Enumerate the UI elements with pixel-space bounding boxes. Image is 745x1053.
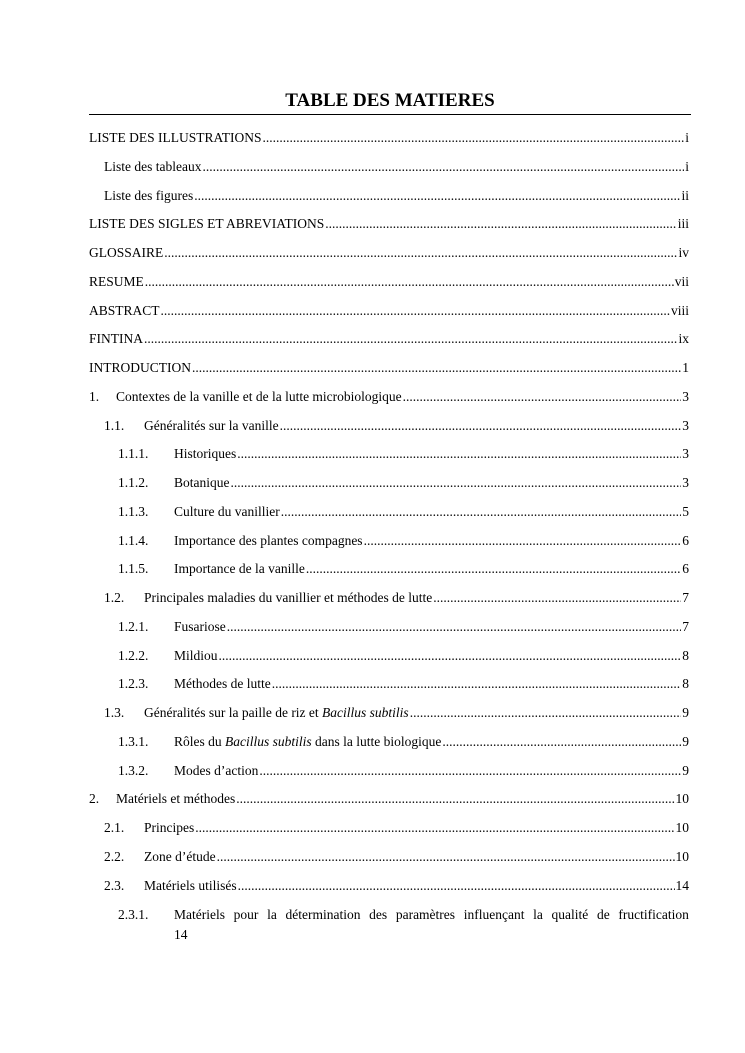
toc-entry[interactable] xyxy=(104,588,689,608)
dot-leader xyxy=(236,789,674,809)
toc-entry-title-word: détermination xyxy=(285,907,361,922)
toc-entry-title-part: Principes xyxy=(144,820,195,835)
toc-entry-title-part: Rôles du xyxy=(174,733,226,749)
toc-entry-title-part: RESUME xyxy=(89,273,144,289)
dot-leader xyxy=(410,703,682,723)
dot-leader xyxy=(237,444,681,464)
toc-entry-title xyxy=(174,473,230,493)
toc-entry-number: 1.2.2. xyxy=(118,647,149,663)
toc-entry-title xyxy=(89,128,262,148)
toc-entry-title xyxy=(144,847,216,867)
toc-entry-title-part: Principales maladies du vanillier et méthodes de lutte xyxy=(144,590,433,605)
toc-entry-title xyxy=(174,617,226,637)
toc-entry-page: 8 xyxy=(682,676,689,692)
dot-leader xyxy=(364,531,682,551)
toc-entry-title-part: FINTINA xyxy=(89,331,143,347)
dot-leader xyxy=(145,272,674,292)
toc-entry[interactable] xyxy=(89,128,689,148)
toc-entry-page: 7 xyxy=(682,618,689,634)
toc-entry-number: 1.2.3. xyxy=(118,676,149,692)
toc-entry[interactable] xyxy=(104,847,689,867)
toc-entry[interactable] xyxy=(89,272,689,292)
dot-leader xyxy=(403,387,682,407)
toc-entry-title-part: Historiques xyxy=(174,446,237,462)
toc-entry-page: ix xyxy=(678,331,689,347)
toc-entry-number: 1.3. xyxy=(104,705,125,720)
toc-entry-page: i xyxy=(685,158,689,174)
toc-entry[interactable] xyxy=(118,617,689,637)
toc-entry-title xyxy=(104,186,193,206)
toc-entry-title-part: Culture du vanillier xyxy=(174,503,280,519)
toc-entry-page: vii xyxy=(674,273,689,289)
page-title: TABLE DES MATIERES xyxy=(285,90,495,111)
toc-entry-page: viii xyxy=(670,302,689,318)
toc-entry-title-word: qualité xyxy=(551,907,589,922)
dot-leader xyxy=(144,329,677,349)
toc-entry-title-word: la xyxy=(533,907,543,922)
toc-entry-page: 7 xyxy=(682,590,689,605)
dot-leader xyxy=(227,617,682,637)
toc-entry[interactable] xyxy=(89,301,689,321)
toc-entry-page: 3 xyxy=(682,446,689,462)
toc-entry-number: 2.3. xyxy=(104,877,125,893)
dot-leader xyxy=(217,847,675,867)
toc-entry-page: iii xyxy=(677,216,689,232)
toc-entry-title-part: Généralités sur la paille de riz et xyxy=(144,705,323,720)
dot-leader xyxy=(231,473,682,493)
toc-entry-title-part: Méthodes de lutte xyxy=(174,676,271,692)
toc-entry-title xyxy=(174,502,280,522)
toc-entry-title-part: Importance des plantes compagnes xyxy=(174,532,363,548)
toc-entry-page: 9 xyxy=(682,705,689,720)
toc-entry-title xyxy=(174,531,363,551)
dot-leader xyxy=(263,128,685,148)
toc-entry[interactable] xyxy=(89,329,689,349)
toc-entry-title xyxy=(144,416,279,436)
toc-entry-page: 3 xyxy=(682,475,689,490)
dot-leader xyxy=(164,243,677,263)
toc-entry-2-3-1[interactable] xyxy=(118,905,689,945)
toc-entry-title-part: Mildiou xyxy=(174,647,218,663)
toc-entry[interactable] xyxy=(89,358,689,378)
toc-entry-page: 6 xyxy=(682,532,689,548)
toc-entry-page: 14 xyxy=(675,877,689,893)
toc-entry-title xyxy=(174,444,236,464)
toc-entry-title-part: Généralités sur la vanille xyxy=(144,417,279,433)
toc-entry-title-word: paramètres xyxy=(395,907,456,922)
toc-entry-page: 3 xyxy=(682,417,689,433)
toc-entry-title xyxy=(89,301,160,321)
toc-entry-title-part: INTRODUCTION xyxy=(89,360,191,375)
toc-entry-page: 3 xyxy=(682,388,689,404)
toc-entry-page: 10 xyxy=(675,791,689,807)
toc-entry[interactable] xyxy=(104,876,689,896)
toc-entry-title xyxy=(174,732,441,752)
dot-leader xyxy=(161,301,670,321)
toc-entry-number: 1.2.1. xyxy=(118,618,149,634)
toc-entry[interactable] xyxy=(89,243,689,263)
toc-entry-number: 1.1.3. xyxy=(118,503,149,519)
toc-entry[interactable] xyxy=(118,444,689,464)
toc-entry-title xyxy=(116,789,235,809)
dot-leader xyxy=(325,214,676,234)
toc-entry[interactable] xyxy=(104,157,689,177)
toc-entry-title-word: Matériels xyxy=(174,907,225,922)
toc-entry-title-part: ABSTRACT xyxy=(89,302,160,318)
toc-entry-number: 1. xyxy=(89,388,100,404)
toc-entry-title-part: LISTE DES ILLUSTRATIONS xyxy=(89,130,262,145)
toc-entry[interactable] xyxy=(118,646,689,666)
toc-entry-title-part: LISTE DES SIGLES ET ABREVIATIONS xyxy=(89,216,325,232)
toc-entry[interactable] xyxy=(118,559,689,579)
toc-entry[interactable] xyxy=(118,473,689,493)
toc-entry[interactable] xyxy=(104,416,689,436)
toc-entry-number: 1.1. xyxy=(104,417,125,433)
toc-entry[interactable] xyxy=(104,186,689,206)
toc-entry-number: 2.1. xyxy=(104,820,125,835)
toc-entry[interactable] xyxy=(89,214,689,234)
toc-entry-title xyxy=(144,588,432,608)
toc-entry-title-part: Modes d’action xyxy=(174,762,259,778)
toc-entry-page: i xyxy=(685,130,689,145)
toc-entry-page: 5 xyxy=(682,503,689,519)
toc-entry-number: 1.3.1. xyxy=(118,733,149,749)
toc-entry-title-part: Contextes de la vanille et de la lutte microbiologique xyxy=(116,388,402,404)
toc-entry-page: 9 xyxy=(682,762,689,778)
toc-entry-title xyxy=(89,243,163,263)
toc-entry-title-part: Matériels et méthodes xyxy=(116,791,236,807)
dot-leader xyxy=(259,761,681,781)
toc-entry-title xyxy=(144,876,237,896)
toc-entry-title-part: dans la lutte biologique xyxy=(311,733,442,749)
toc-entry-title xyxy=(174,646,218,666)
toc-entry-number: 2.3.1. xyxy=(118,907,149,922)
toc-entry-title xyxy=(174,559,305,579)
toc-entry-title xyxy=(89,214,324,234)
dot-leader xyxy=(433,588,681,608)
toc-entry-title xyxy=(89,272,144,292)
dot-leader xyxy=(281,502,682,522)
toc-entry-page: 8 xyxy=(682,647,689,663)
toc-entry-number: 2. xyxy=(89,791,100,807)
toc-entry-title-word: fructification xyxy=(618,907,689,922)
dot-leader xyxy=(195,818,674,838)
toc-entry-page: 6 xyxy=(682,561,689,577)
toc-entry-number: 1.1.4. xyxy=(118,532,149,548)
toc-entry[interactable] xyxy=(104,818,689,838)
toc-entry[interactable] xyxy=(89,789,689,809)
toc-entry-title-part: Zone d’étude xyxy=(144,848,216,864)
toc-entry[interactable] xyxy=(118,531,689,551)
dot-leader xyxy=(202,157,684,177)
toc-entry-title-part: Matériels utilisés xyxy=(144,877,237,893)
toc-entry-title xyxy=(174,905,689,925)
toc-entry-title-part: Fusariose xyxy=(174,618,226,634)
toc-entry-first-line xyxy=(118,905,689,925)
toc-entry-title-word: pour xyxy=(233,907,259,922)
toc-entry-page: 14 xyxy=(174,927,188,942)
dot-leader xyxy=(442,732,681,752)
toc-entry-title xyxy=(116,387,402,407)
toc-entry[interactable] xyxy=(104,703,689,723)
toc-entry-number: 1.1.5. xyxy=(118,561,149,577)
dot-leader xyxy=(306,559,681,579)
toc-entry-title-word: la xyxy=(267,907,277,922)
toc-entry[interactable] xyxy=(118,761,689,781)
toc-entry-number: 1.3.2. xyxy=(118,762,149,778)
toc-entry-title xyxy=(104,157,201,177)
dot-leader xyxy=(238,876,675,896)
dot-leader xyxy=(272,674,682,694)
toc-entry-page: iv xyxy=(678,245,689,260)
toc-entry-title-word: de xyxy=(596,907,610,922)
dot-leader xyxy=(280,416,682,436)
toc-entry-title xyxy=(174,761,258,781)
toc-entry-title-part: Importance de la vanille xyxy=(174,561,305,577)
toc-entry-title-part: GLOSSAIRE xyxy=(89,245,164,260)
toc-entry-title-part: Bacillus subtilis xyxy=(225,733,312,749)
toc-entry-number: 1.1.2. xyxy=(118,475,149,490)
toc-entry-number: 2.2. xyxy=(104,848,125,864)
toc-entry-page: 10 xyxy=(675,820,689,835)
toc-entry-title xyxy=(89,358,191,378)
toc-entry-title xyxy=(144,703,409,723)
toc-entry-title-part: Botanique xyxy=(174,475,230,490)
dot-leader xyxy=(194,186,680,206)
toc-entry-page: 9 xyxy=(682,733,689,749)
toc-entry-title xyxy=(174,674,271,694)
toc-entry-number: 1.2. xyxy=(104,590,125,605)
toc-entry[interactable] xyxy=(118,732,689,752)
toc-entry-page: 10 xyxy=(675,848,689,864)
toc-entry-title-part: Bacillus subtilis xyxy=(322,705,409,720)
toc-entry-page: ii xyxy=(681,187,689,203)
toc-entry[interactable] xyxy=(118,674,689,694)
toc-entry-title-word: des xyxy=(369,907,388,922)
toc-entry-title-part: Liste des tableaux xyxy=(104,158,202,174)
toc-entry[interactable] xyxy=(89,387,689,407)
toc-entry-title-part: Liste des figures xyxy=(104,187,194,203)
toc-entry-title xyxy=(89,329,143,349)
toc-entry-number: 1.1.1. xyxy=(118,446,149,462)
toc-entry-title-word: influençant xyxy=(463,907,525,922)
dot-leader xyxy=(192,358,681,378)
toc-entry-page: 1 xyxy=(682,360,689,375)
dot-leader xyxy=(219,646,682,666)
toc-entry[interactable] xyxy=(118,502,689,522)
toc-entry-title xyxy=(144,818,194,838)
